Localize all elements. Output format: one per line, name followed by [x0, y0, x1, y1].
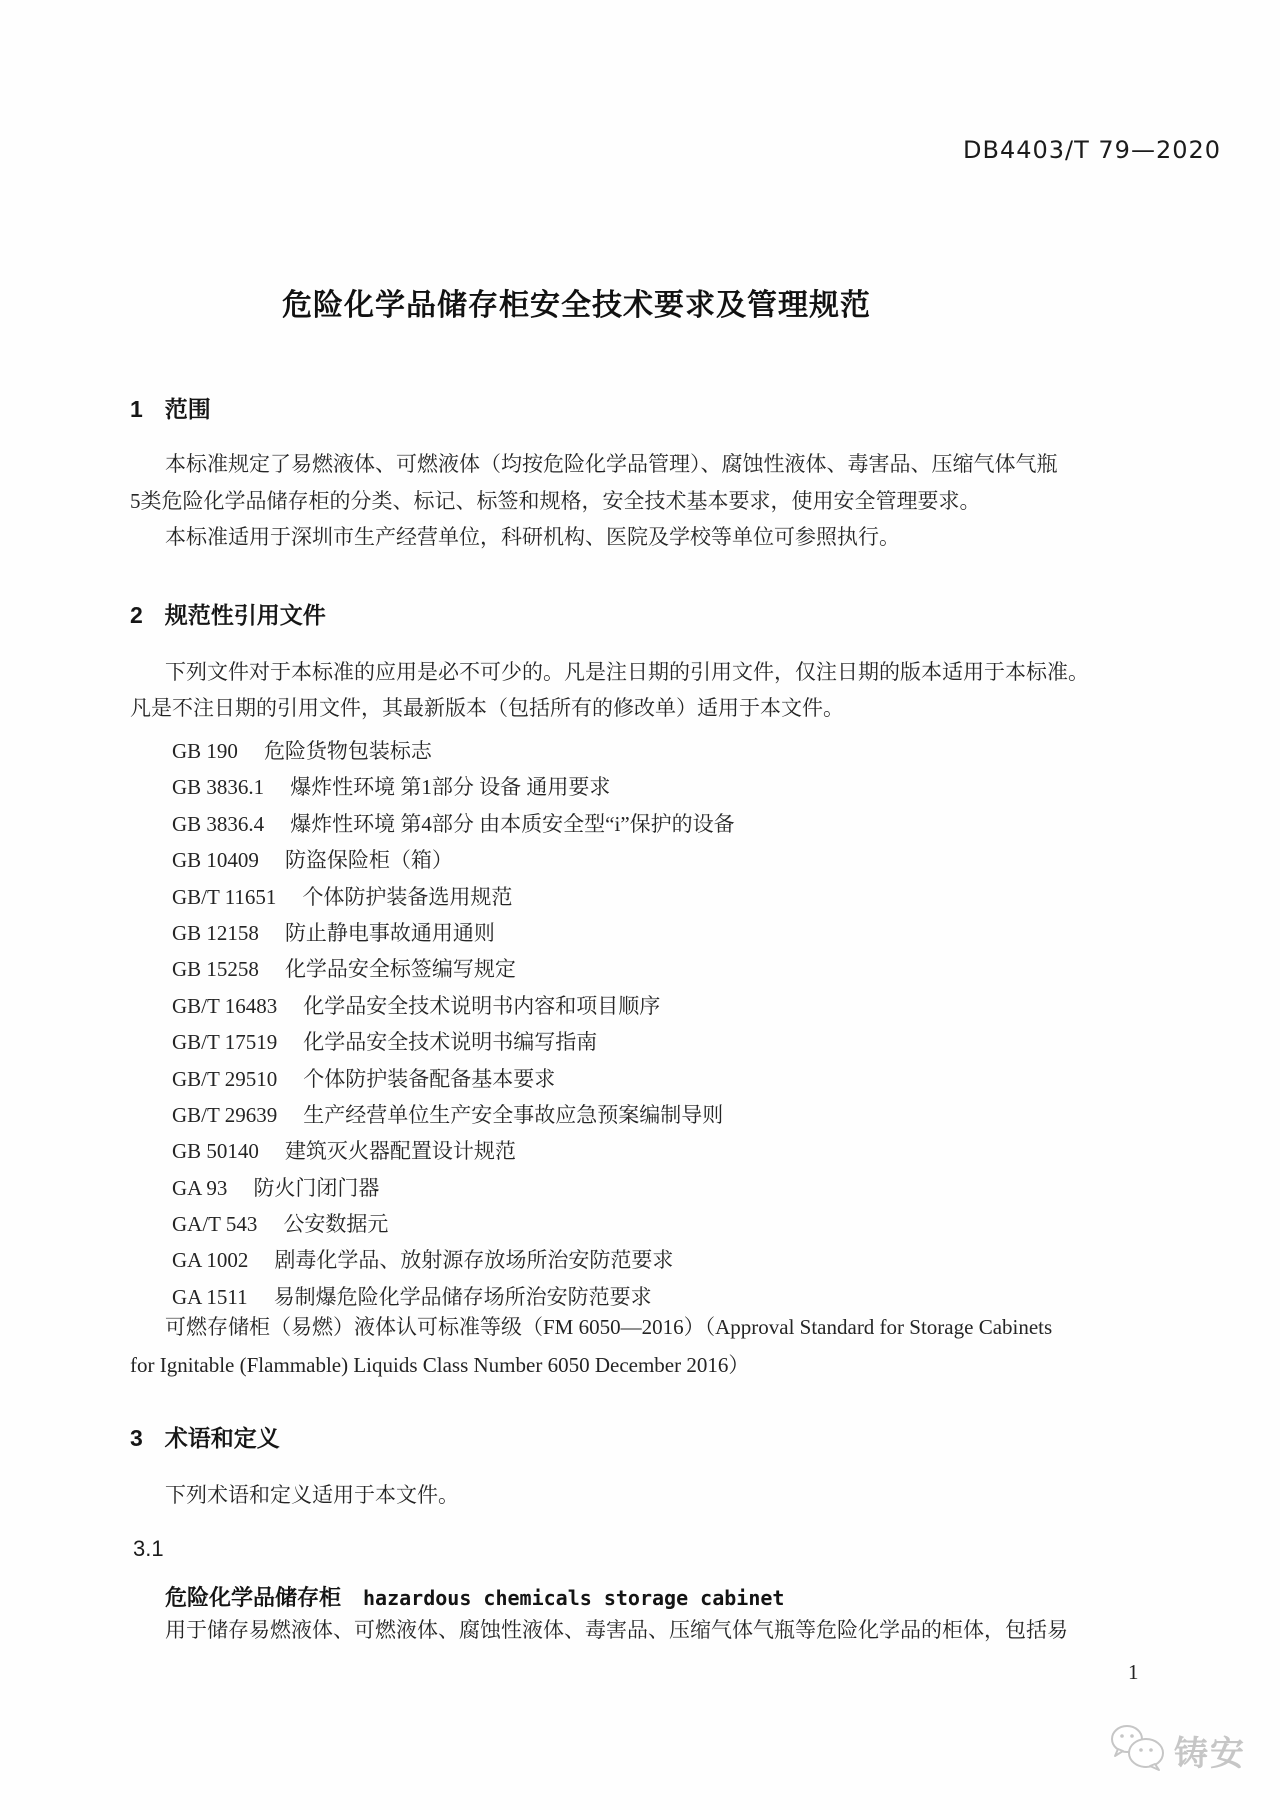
reference-code: GB 3836.4: [172, 811, 265, 836]
references-intro-line1: 下列文件对于本标准的应用是必不可少的。凡是注日期的引用文件，仅注日期的版本适用于本标准。: [165, 660, 1089, 684]
term-definition-line1: 用于储存易燃液体、可燃液体、腐蚀性液体、毒害品、压缩气体气瓶等危险化学品的柜体，包括易: [165, 1618, 1068, 1642]
watermark: [1108, 1722, 1246, 1779]
reference-row: [172, 879, 735, 915]
reference-code: GA 1511: [172, 1284, 248, 1309]
section-2-heading: [130, 597, 326, 630]
reference-title: 化学品安全标签编写规定: [284, 957, 516, 982]
references-list: [172, 733, 735, 1315]
term-chinese: 危险化学品储存柜: [165, 1585, 342, 1610]
reference-code: GB/T 11651: [172, 884, 277, 909]
term-line: [165, 1581, 784, 1612]
section-2-number: 2: [130, 602, 143, 628]
watermark-text: 铸安: [1174, 1735, 1246, 1773]
section-3-number: 3: [130, 1425, 143, 1451]
reference-row: [172, 806, 735, 842]
reference-code: GA 1002: [172, 1248, 249, 1273]
reference-row: [172, 1133, 735, 1169]
reference-title: 化学品安全技术说明书内容和项目顺序: [303, 993, 661, 1018]
reference-row: [172, 1170, 735, 1206]
wechat-bubbles-icon: [1108, 1722, 1166, 1779]
reference-code: GB/T 29510: [172, 1066, 278, 1091]
reference-title: 防火门闭门器: [253, 1175, 380, 1200]
term-english: hazardous chemicals storage cabinet: [363, 1586, 785, 1610]
reference-row: [172, 1061, 735, 1097]
reference-title: 爆炸性环境 第1部分 设备 通用要求: [290, 775, 611, 800]
standard-code: DB4403/T 79—2020: [963, 136, 1222, 164]
reference-title: 公安数据元: [283, 1212, 389, 1237]
reference-title: 个体防护装备选用规范: [302, 884, 513, 909]
section-2-title: 规范性引用文件: [164, 602, 326, 628]
scope-paragraph1-line2: 5类危险化学品储存柜的分类、标记、标签和规格，安全技术基本要求，使用安全管理要求。: [130, 489, 981, 513]
reference-title: 剧毒化学品、放射源存放场所治安防范要求: [274, 1248, 674, 1273]
reference-row: [172, 733, 735, 769]
reference-title: 防止静电事故通用通则: [284, 920, 495, 945]
reference-code: GB 15258: [172, 957, 259, 982]
reference-title: 生产经营单位生产安全事故应急预案编制导则: [303, 1102, 724, 1127]
reference-row: [172, 1024, 735, 1060]
terms-intro: 下列术语和定义适用于本文件。: [165, 1483, 459, 1507]
section-1-heading: [130, 391, 211, 424]
reference-title: 化学品安全技术说明书编写指南: [303, 1030, 598, 1055]
reference-code: GB 12158: [172, 920, 259, 945]
reference-code: GB/T 16483: [172, 993, 278, 1018]
reference-row: [172, 1206, 735, 1242]
reference-row: [172, 1279, 735, 1315]
section-1-number: 1: [130, 396, 143, 422]
reference-code: GB 190: [172, 739, 238, 763]
scope-paragraph1-line1: 本标准规定了易燃液体、可燃液体（均按危险化学品管理）、腐蚀性液体、毒害品、压缩气体气瓶: [165, 452, 1058, 476]
reference-code: GB 50140: [172, 1139, 259, 1164]
fm-reference-line2: for Ignitable (Flammable) Liquids Class Number 6050 December 2016）: [130, 1353, 750, 1377]
section-3-heading: [130, 1420, 280, 1453]
reference-title: 个体防护装备配备基本要求: [303, 1066, 556, 1091]
reference-title: 危险货物包装标志: [263, 739, 432, 763]
clause-number: 3.1: [133, 1536, 164, 1561]
reference-row: [172, 951, 735, 987]
page-number: 1: [1128, 1660, 1139, 1684]
references-intro-line2: 凡是不注日期的引用文件，其最新版本（包括所有的修改单）适用于本文件。: [130, 696, 844, 720]
reference-code: GA 93: [172, 1175, 228, 1200]
reference-row: [172, 1242, 735, 1278]
section-1-title: 范围: [164, 396, 211, 422]
document-title: 危险化学品储存柜安全技术要求及管理规范: [282, 289, 871, 322]
scope-paragraph2: 本标准适用于深圳市生产经营单位，科研机构、医院及学校等单位可参照执行。: [165, 525, 900, 549]
reference-title: 建筑灭火器配置设计规范: [284, 1139, 516, 1164]
reference-row: [172, 988, 735, 1024]
reference-row: [172, 915, 735, 951]
reference-title: 爆炸性环境 第4部分 由本质安全型“i”保护的设备: [290, 811, 735, 836]
reference-code: GA/T 543: [172, 1212, 258, 1237]
reference-row: [172, 842, 735, 878]
reference-title: 易制爆危险化学品储存场所治安防范要求: [273, 1284, 652, 1309]
reference-title: 防盗保险柜（箱）: [284, 848, 453, 873]
reference-code: GB 3836.1: [172, 775, 265, 800]
reference-row: [172, 1097, 735, 1133]
reference-code: GB 10409: [172, 848, 259, 873]
reference-row: [172, 769, 735, 805]
fm-reference-line1: 可燃存储柜（易燃）液体认可标准等级（FM 6050—2016）（Approval Standard for Storage Cabinets: [165, 1315, 1053, 1339]
section-3-title: 术语和定义: [164, 1425, 280, 1451]
reference-code: GB/T 29639: [172, 1102, 278, 1127]
reference-code: GB/T 17519: [172, 1030, 278, 1055]
